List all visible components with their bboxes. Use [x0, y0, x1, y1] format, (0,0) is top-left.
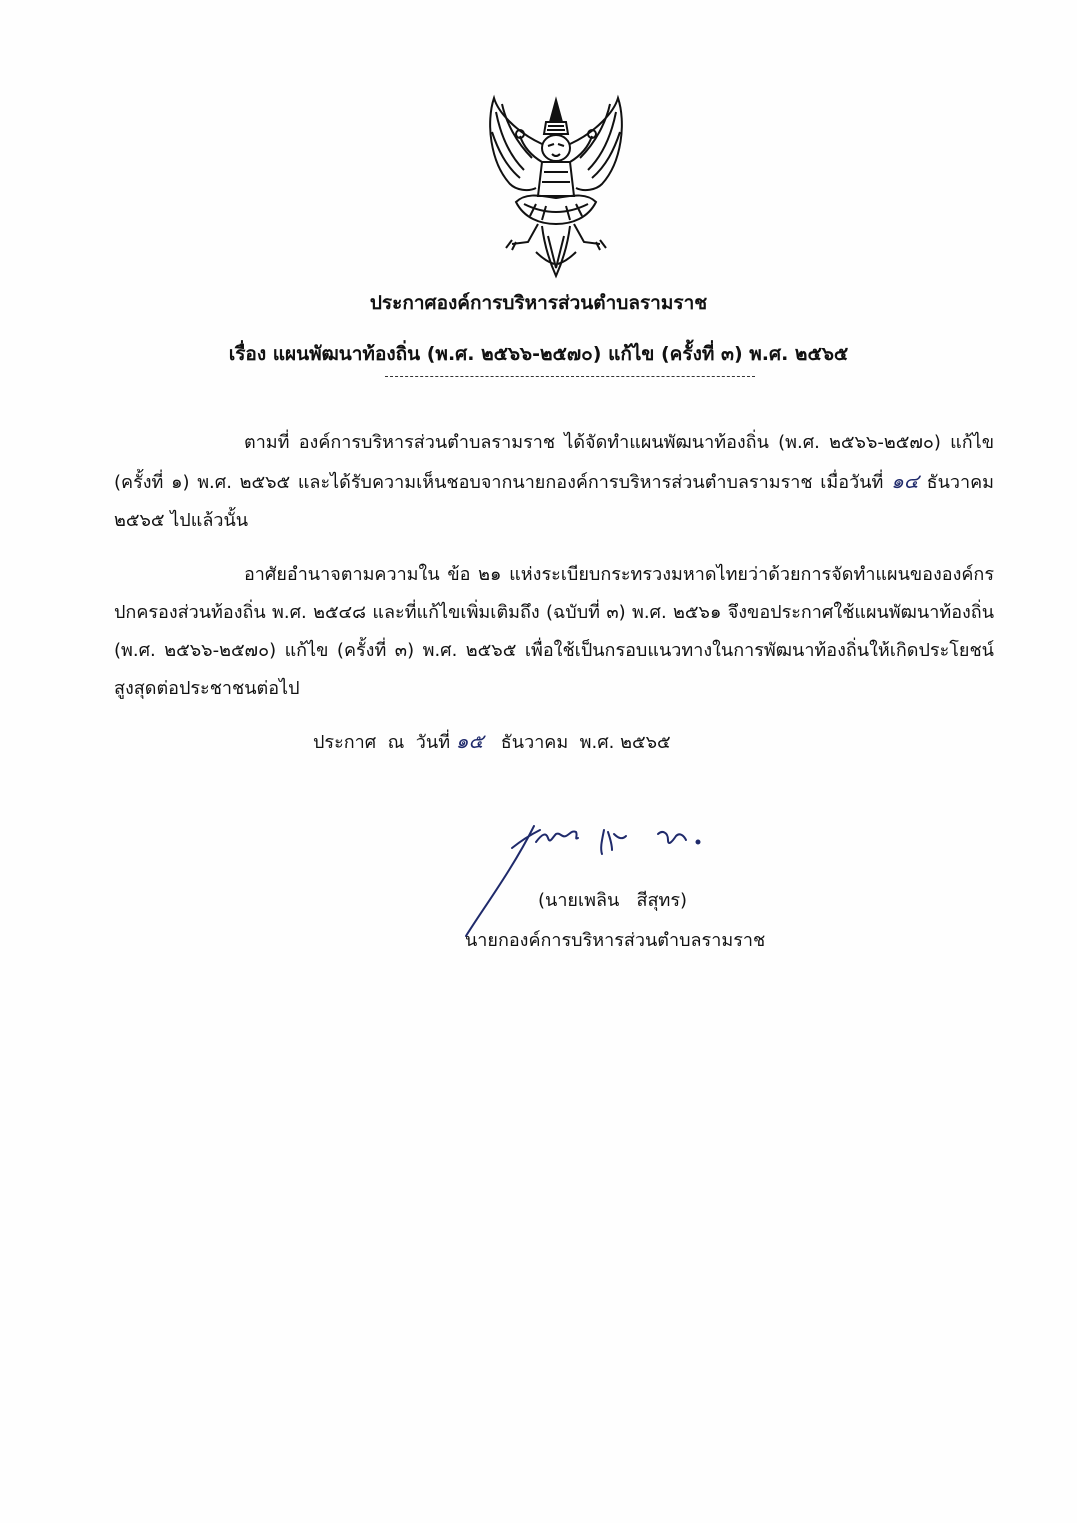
signer-name: (นายเพลิน สีสุทร) [538, 890, 688, 911]
date-prefix: ประกาศ ณ วันที่ [313, 732, 456, 753]
handwritten-day-15: ๑๕ [455, 729, 484, 753]
paragraph-1 [114, 424, 994, 540]
date-suffix: ธันวาคม พ.ศ. ๒๕๖๕ [483, 732, 671, 753]
garuda-emblem-icon [476, 92, 636, 282]
divider-line [385, 376, 755, 377]
paragraph-2 [114, 556, 994, 708]
signer-title: นายกองค์การบริหารส่วนตำบลรามราช [465, 930, 766, 951]
paragraph-2-text: อาศัยอำนาจตามความใน ข้อ ๒๑ แห่งระเบียบกระทรวงมหาดไทยว่าด้วยการจัดทำแผนขององค์กรปกครองส่วนท้องถิ่น พ.ศ. ๒๕๔๘ และที่แก้ไขเพิ่มเติมถึง (ฉบับที่ ๓) พ.ศ. ๒๕๖๑ จึงขอประกาศใช้แผนพัฒนาท้องถิ่น (พ.ศ. ๒๕๖๖-๒๕๗๐) แก้ไข (ครั้งที่ ๓) พ.ศ. ๒๕๖๕ เพื่อใช้เป็นกรอบแนวทางในการพัฒนาท้องถิ่นให้เกิดประโยชน์สูงสุดต่อประชาชนต่อไป [114, 564, 994, 699]
paragraph-1-text-a: ตามที่ องค์การบริหารส่วนตำบลรามราช ได้จัดทำแผนพัฒนาท้องถิ่น (พ.ศ. ๒๕๖๖-๒๕๗๐) แก้ไข (ครั้งที่ ๑) พ.ศ. ๒๕๖๕ และได้รับความเห็นชอบจากนายกองค์การบริหารส่วนตำบลรามราช เมื่อวันที่ [114, 432, 994, 493]
handwritten-day-14: ๑๔ [891, 469, 919, 493]
announcement-subject: เรื่อง แผนพัฒนาท้องถิ่น (พ.ศ. ๒๕๖๖-๒๕๗๐) แก้ไข (ครั้งที่ ๓) พ.ศ. ๒๕๖๕ [228, 343, 849, 365]
handwritten-signature [462, 820, 762, 940]
announcement-date [313, 722, 671, 762]
paragraph-1-text-b: ธันวาคม ๒๕๖๕ ไปแล้วนั้น [114, 472, 994, 531]
announcement-title: ประกาศองค์การบริหารส่วนตำบลรามราช [369, 292, 708, 314]
